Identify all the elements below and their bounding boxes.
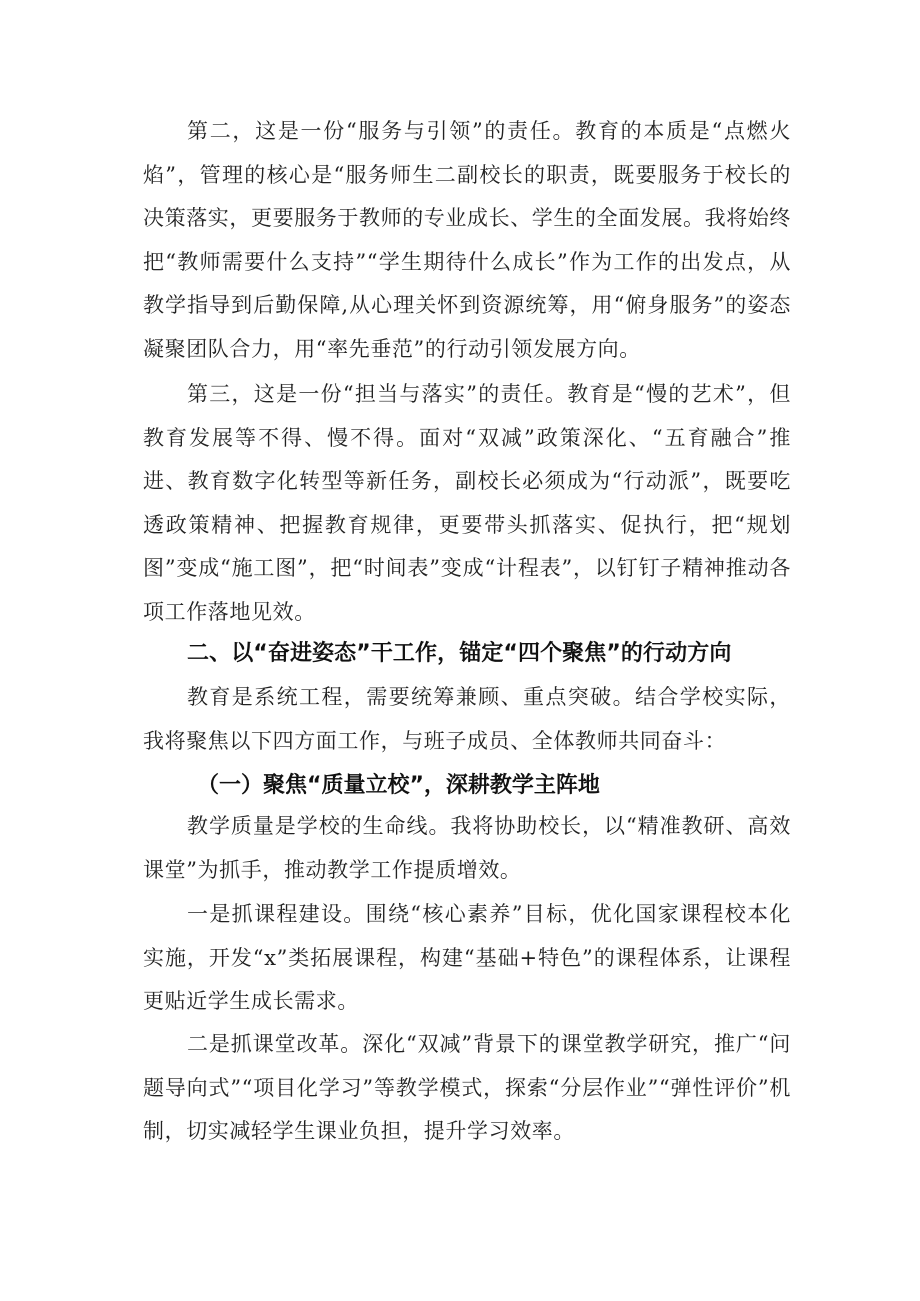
subsection-paragraph-quality: 教学质量是学校的生命线。我将协助校长，以“精准教研、高效课堂”为抓手，推动教学工作提质增效。 xyxy=(143,814,791,882)
subsection-paragraph-curriculum: 一是抓课程建设。围绕“核心素养”目标，优化国家课程校本化实施，开发“x”类拓展课程，构建“基础+特色”的课程体系，让课程更贴近学生成长需求。 xyxy=(143,902,791,1013)
section-heading: 二、以“奋进姿态”干工作，锚定“四个聚焦”的行动方向 xyxy=(187,641,732,666)
paragraph-service-and-leadership: 第二，这是一份“服务与引领”的责任。教育的本质是“点燃火焰”，管理的核心是“服务师生二副校长的职责，既要服务于校长的决策落实，更要服务于教师的专业成长、学生的全面发展。我将始终把“教师需要什么支持”“学生期待什么成长”作为工作的出发点，从教学指导到后勤保障,从心理关怀到资源统筹，用“俯身服务”的姿态凝聚团队合力，用“率先垂范”的行动引领发展方向。 xyxy=(143,119,791,361)
subsection-paragraph-classroom-reform: 二是抓课堂改革。深化“双减”背景下的课堂教学研究，推广“问题导向式”“项目化学习”等教学模式，探索“分层作业”“弹性评价”机制，切实减轻学生课业负担，提升学习效率。 xyxy=(143,1032,791,1143)
paragraph-responsibility-and-implementation: 第三，这是一份“担当与落实”的责任。教育是“慢的艺术”，但教育发展等不得、慢不得。面对“双减”政策深化、“五育融合”推进、教育数字化转型等新任务，副校长必须成为“行动派”，既要吃透政策精神、把握教育规律，更要带头抓落实、促执行，把“规划图”变成“施工图”，把“时间表”变成“计程表”，以钉钉子精神推动各项工作落地见效。 xyxy=(143,382,791,624)
subsection-heading: （一）聚焦“质量立校”，深耕教学主阵地 xyxy=(197,773,600,798)
section-intro: 教育是系统工程，需要统筹兼顾、重点突破。结合学校实际，我将聚焦以下四方面工作，与班子成员、全体教师共同奋斗： xyxy=(143,685,791,753)
